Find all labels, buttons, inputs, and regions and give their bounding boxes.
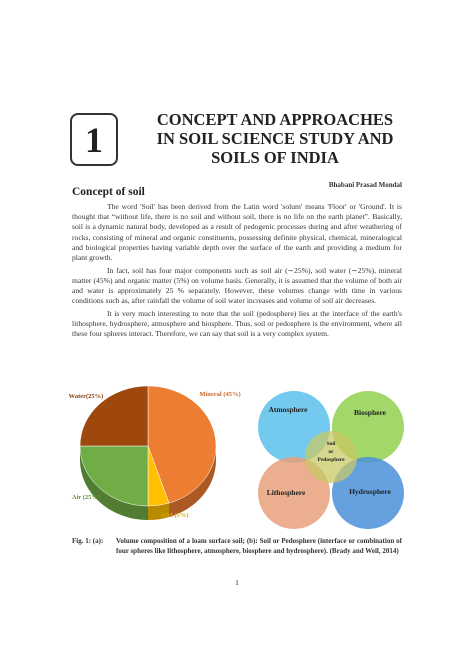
pie-label-air: Air (25%) xyxy=(71,494,101,501)
paragraph-2: In fact, soil has four major components such as soil air (∼25%), soil water (∼25%), mineral matter (45%) and organic matter (5%) on volume basis. Generally, it is assumed that the volume of both air and water is approximately 25 % separately. However, these volumes change with time in various conditions such as, after rainfall the volume of soil water increases and volume of soil air decreases. xyxy=(72,265,402,306)
soil-composition-pie-chart xyxy=(60,380,260,528)
pedosphere-venn-diagram xyxy=(248,383,413,529)
chapter-title-line-3: SOILS OF INDIA xyxy=(211,148,339,167)
body-text xyxy=(72,202,402,342)
chapter-title-line-2: IN SOIL SCIENCE STUDY AND xyxy=(156,129,394,148)
figure-caption-text: Volume composition of a loam surface soil; (b): Soil or Pedosphere (interface or combination of four spheres like lithosphere, atmosphere, biosphere and hydrosphere). (Brady and Weil, 2014) xyxy=(116,537,402,555)
page-number: 1 xyxy=(235,578,239,587)
chapter-title-line-1: CONCEPT AND APPROACHES xyxy=(156,110,394,129)
pie-label-om: OM (5%) xyxy=(161,512,189,519)
chapter-number: 1 xyxy=(70,113,118,166)
author-name: Bhabani Prasad Mondal xyxy=(328,181,402,189)
lithosphere-label: Lithosphere xyxy=(266,488,306,497)
chapter-title xyxy=(140,110,410,167)
pedosphere-label-line-1: Soil xyxy=(326,441,336,447)
biosphere-label: Biosphere xyxy=(354,408,386,417)
paragraph-1: The word 'Soil' has been derived from the Latin word 'solum' means 'Floor' or 'Ground'. It is thought that “without life, there is no soil and without soil, there is no life on the earth planet”. Basically, soil is a dynamic natural body, developed as a result of pedogenic processes during and after weathering of rocks, consisting of mineral and organic constituents, possessing definite physical, chemical, mineralogical and biological properties having variable depth over the surface of the earth and providing a medium for plant growth. xyxy=(72,202,402,263)
pie-label-mineral: Mineral (45%) xyxy=(199,391,241,398)
atmosphere-label: Atmosphere xyxy=(268,405,308,414)
paragraph-3: It is very much interesting to note that the soil (pedosphere) lies at the interface of the earth's lithosphere, hydrosphere, atmosphere and biosphere. Thus, soil or pedosphere is the environment, where all these four spheres interact. Therefore, we can say that soil is a very complex system. xyxy=(72,308,402,339)
hydrosphere-label: Hydrosphere xyxy=(349,487,391,496)
figure-caption xyxy=(72,537,402,556)
pedosphere-label-line-3: Pedosphere xyxy=(317,457,345,463)
figure-caption-label: Fig. 1: (a): xyxy=(72,537,104,545)
pie-label-water: Water(25%) xyxy=(68,393,104,400)
section-heading: Concept of soil xyxy=(72,186,145,198)
pedosphere-label-line-2: or xyxy=(328,449,334,455)
